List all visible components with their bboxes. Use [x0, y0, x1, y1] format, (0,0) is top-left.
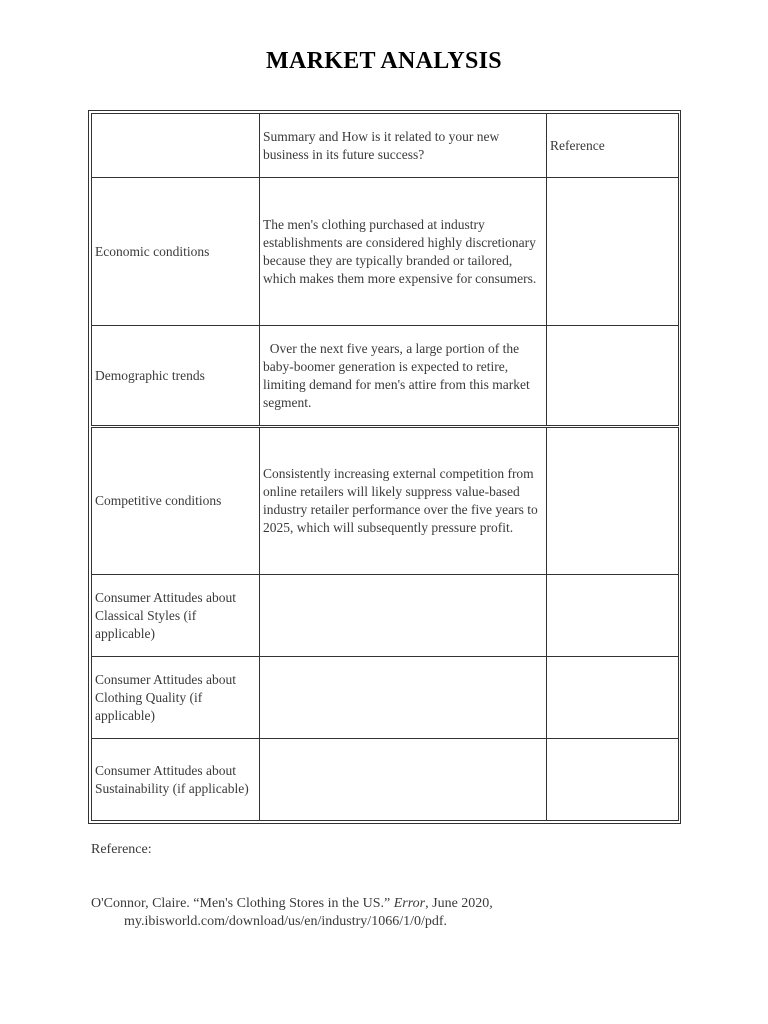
row-summary: Consistently increasing external competition from online retailers will likely suppress value-based industry retailer performance over the five years to 2025, which will subsequently pressure profit.	[260, 427, 547, 575]
table-row	[92, 739, 679, 821]
row-label: Demographic trends	[92, 326, 260, 427]
row-reference	[547, 178, 679, 326]
row-summary: The men's clothing purchased at industry establishments are considered highly discretionary because they are typically branded or tailored, which makes them more expensive for consumers.	[260, 178, 547, 326]
citation-details: , June 2020, my.ibisworld.com/download/us/en/industry/1066/1/0/pdf.	[124, 896, 493, 929]
row-label: Consumer Attitudes about Clothing Quality (if applicable)	[92, 657, 260, 739]
row-reference	[547, 427, 679, 575]
header-cell-reference: Reference	[547, 114, 679, 178]
header-cell-blank	[92, 114, 260, 178]
citation-authors: O'Connor, Claire. “Men's Clothing Stores in the US.”	[91, 896, 394, 911]
row-summary	[260, 739, 547, 821]
analysis-grid	[91, 113, 679, 821]
table-row	[92, 178, 679, 326]
row-summary: Over the next five years, a large portion of the baby-boomer generation is expected to retire, limiting demand for men's attire from this market segment.	[260, 326, 547, 427]
reference-heading: Reference:	[91, 842, 152, 857]
header-cell-summary: Summary and How is it related to your new business in its future success?	[260, 114, 547, 178]
row-reference	[547, 657, 679, 739]
row-label: Competitive conditions	[92, 427, 260, 575]
row-label: Consumer Attitudes about Sustainability (if applicable)	[92, 739, 260, 821]
table-header-row	[92, 114, 679, 178]
citation-entry	[91, 895, 724, 931]
table-row	[92, 575, 679, 657]
table-row	[92, 657, 679, 739]
citation-source: Error	[393, 896, 426, 911]
page-title: MARKET ANALYSIS	[266, 48, 502, 74]
table-row	[92, 326, 679, 427]
row-summary	[260, 575, 547, 657]
row-reference	[547, 575, 679, 657]
row-reference	[547, 739, 679, 821]
market-analysis-table	[88, 110, 681, 824]
row-summary	[260, 657, 547, 739]
row-label: Consumer Attitudes about Classical Styles (if applicable)	[92, 575, 260, 657]
row-reference	[547, 326, 679, 427]
table-row	[92, 427, 679, 575]
row-label: Economic conditions	[92, 178, 260, 326]
